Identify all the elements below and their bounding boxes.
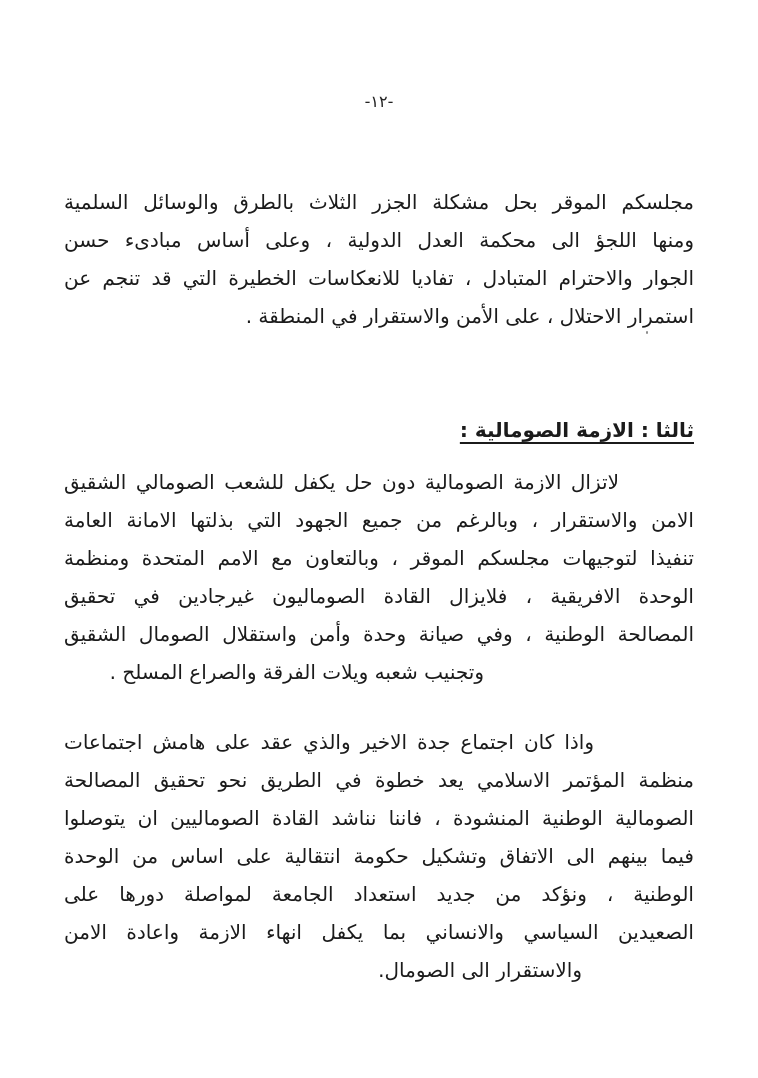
text-line: لاتزال الازمة الصومالية دون حل يكفل للشعب الصومالي الشقيق bbox=[64, 470, 619, 494]
text-line: الوحدة الافريقية ، فلايزال القادة الصوماليون غيرجادين في تحقيق bbox=[64, 584, 694, 608]
text-line: وتجنيب شعبه ويلات الفرقة والصراع المسلح . bbox=[109, 660, 484, 684]
text-line: ومنها اللجؤ الى محكمة العدل الدولية ، وعلى أساس مبادىء حسن bbox=[64, 228, 694, 252]
paragraph-jeddah-meeting bbox=[64, 723, 694, 989]
text-line: الوطنية ، ونؤكد من جديد استعداد الجامعة لمواصلة دورها على bbox=[64, 882, 694, 906]
text-line: مجلسكم الموقر بحل مشكلة الجزر الثلاث بالطرق والوسائل السلمية bbox=[64, 190, 694, 214]
paragraph-islands-dispute bbox=[64, 183, 694, 335]
text-line: الجوار والاحترام المتبادل ، تفاديا للانعكاسات الخطيرة التي قد تنجم عن bbox=[64, 266, 694, 290]
scan-artifact-dot bbox=[646, 331, 648, 334]
text-line: تنفيذا لتوجيهات مجلسكم الموقر ، وبالتعاون مع الامم المتحدة ومنظمة bbox=[64, 546, 694, 570]
text-line: واذا كان اجتماع جدة الاخير والذي عقد على هامش اجتماعات bbox=[64, 730, 594, 754]
text-line: الامن والاستقرار ، وبالرغم من جميع الجهود التي بذلتها الامانة العامة bbox=[64, 508, 694, 532]
text-line: استمرار الاحتلال ، على الأمن والاستقرار في المنطقة . bbox=[245, 304, 694, 328]
page-number: -١٢- bbox=[364, 92, 394, 111]
text-line: فيما بينهم الى الاتفاق وتشكيل حكومة انتقالية على اساس من الوحدة bbox=[64, 844, 694, 868]
text-line: الصعيدين السياسي والانساني بما يكفل انهاء الازمة واعادة الامن bbox=[64, 920, 694, 944]
section-heading-somali-crisis: ثالثا : الازمة الصومالية : bbox=[459, 418, 694, 442]
document-body bbox=[64, 183, 694, 989]
text-line: الصومالية الوطنية المنشودة ، فاننا نناشد القادة الصوماليين ان يتوصلوا bbox=[64, 806, 694, 830]
text-line: المصالحة الوطنية ، وفي صيانة وحدة وأمن واستقلال الصومال الشقيق bbox=[64, 622, 694, 646]
text-line: منظمة المؤتمر الاسلامي يعد خطوة في الطريق نحو تحقيق المصالحة bbox=[64, 768, 694, 792]
paragraph-somali-crisis-status bbox=[64, 463, 694, 691]
text-line: والاستقرار الى الصومال. bbox=[378, 958, 582, 982]
